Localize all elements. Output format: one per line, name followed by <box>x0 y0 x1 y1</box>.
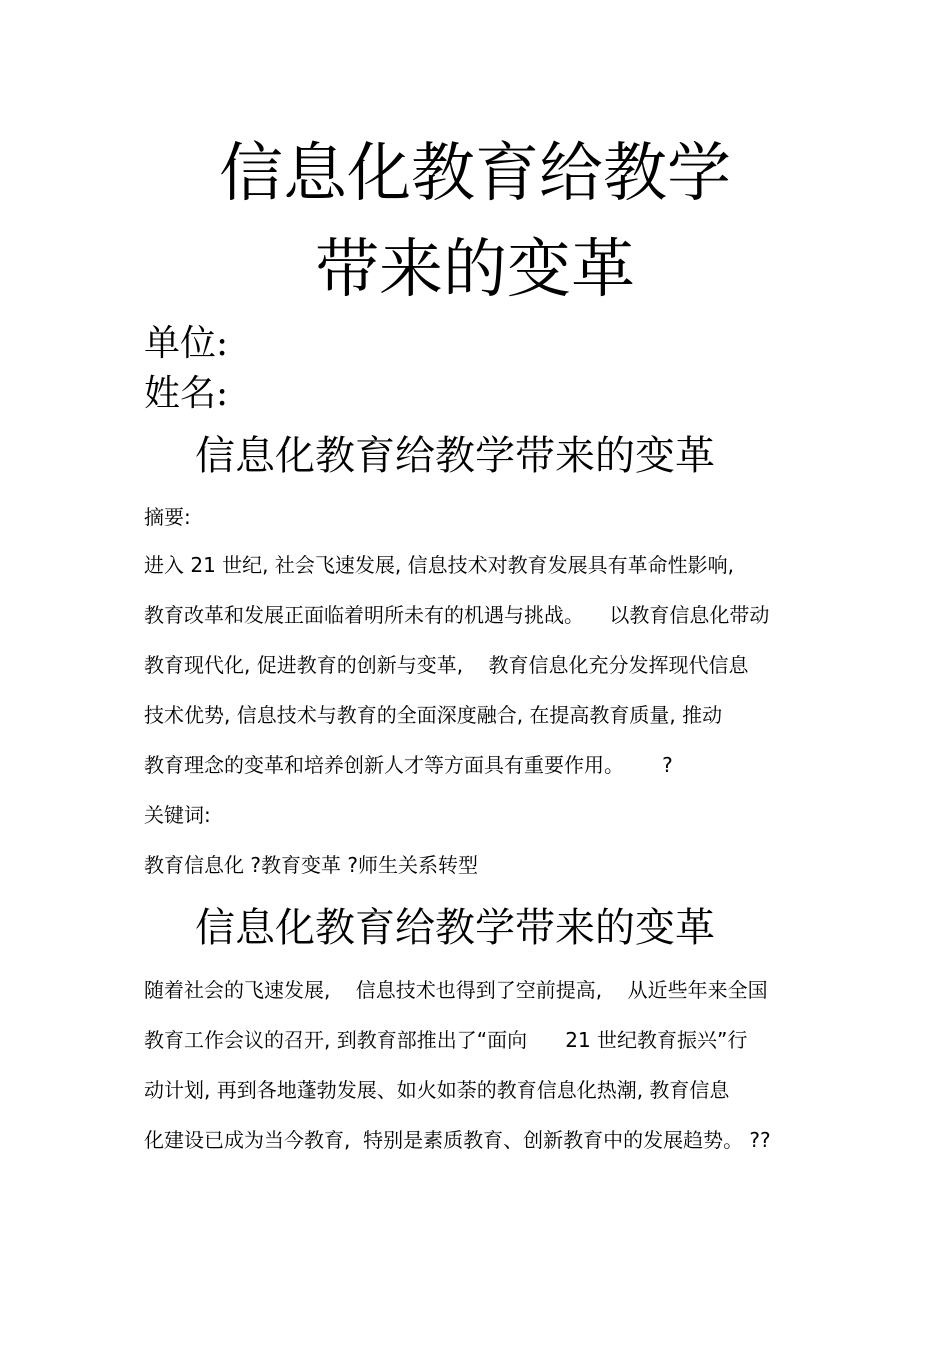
document-title-line-1: 信息化教育给教学 <box>219 137 731 211</box>
body-line: 动计划, 再到各地蓬勃发展、如火如荼的教育信息化热潮, 教育信息 <box>144 1078 730 1102</box>
abstract-line: 教育现代化, 促进教育的创新与变革, 教育信息化充分发挥现代信息 <box>144 653 749 677</box>
abstract-line: 教育改革和发展正面临着明所未有的机遇与挑战。 以教育信息化带动 <box>144 603 770 627</box>
body-line: 随着社会的飞速发展, 信息技术也得到了空前提高, 从近些年来全国 <box>144 978 768 1002</box>
document-title-line-2: 带来的变革 <box>315 233 635 307</box>
keywords-label: 关键词: <box>144 803 211 827</box>
section-heading-body: 信息化教育给教学带来的变革 <box>195 905 715 951</box>
keywords-line: 教育信息化 ?教育变革 ?师生关系转型 <box>144 853 478 877</box>
abstract-label: 摘要: <box>144 505 191 529</box>
unit-label: 单位: <box>144 323 229 364</box>
section-heading-abstract: 信息化教育给教学带来的变革 <box>195 433 715 479</box>
abstract-line: 技术优势, 信息技术与教育的全面深度融合, 在提高教育质量, 推动 <box>144 703 723 727</box>
abstract-line: 进入 21 世纪, 社会飞速发展, 信息技术对教育发展具有革命性影响, <box>144 553 734 577</box>
name-label: 姓名: <box>144 373 229 414</box>
abstract-line: 教育理念的变革和培养创新人才等方面具有重要作用。 ? <box>144 753 673 777</box>
body-line: 教育工作会议的召开, 到教育部推出了“面向 21 世纪教育振兴”行 <box>144 1028 748 1052</box>
body-line: 化建设已成为当今教育, 特别是素质教育、创新教育中的发展趋势。 ?? <box>144 1128 771 1152</box>
